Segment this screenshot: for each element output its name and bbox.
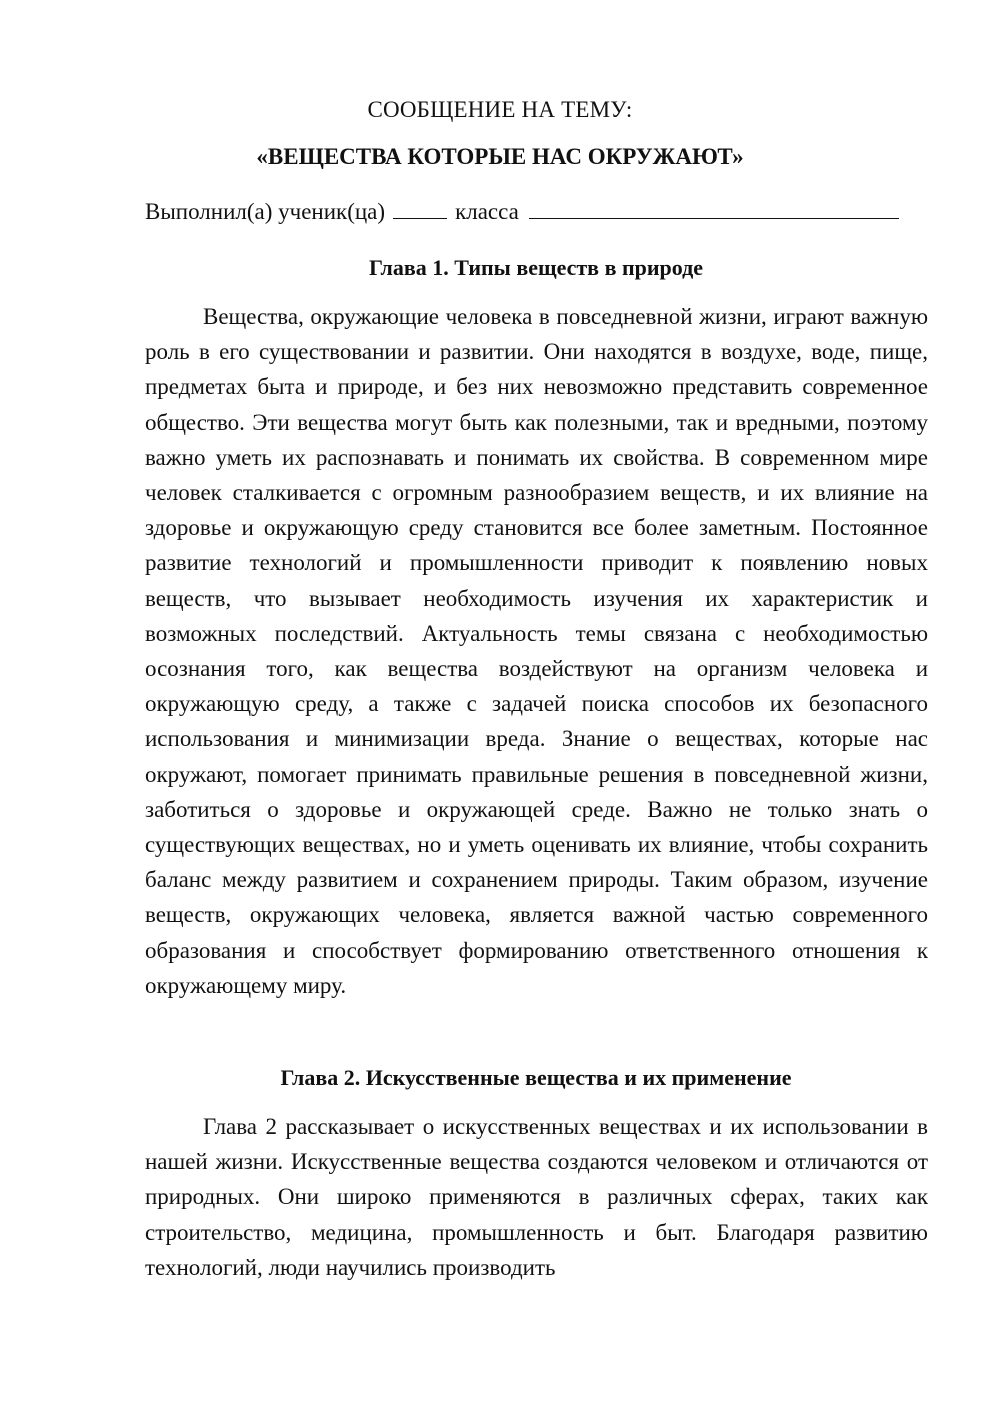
student-name-blank [529, 198, 899, 219]
student-info-line [145, 197, 925, 227]
chapter-2-paragraph: Глава 2 рассказывает о искусственных веществах и их использовании в нашей жизни. Искусственные вещества создаются человеком и отличаются от природных. Они широко применяются в различных сферах, таких как строительство, медицина, промышленность и быт. Благодаря развитию технологий, люди научились производить [145, 1114, 928, 1280]
class-label: класса [455, 199, 519, 224]
chapter-2-heading: Глава 2. Искусственные вещества и их применение [280, 1065, 792, 1090]
document-title-topic: «ВЕЩЕСТВА КОТОРЫЕ НАС ОКРУЖАЮТ» [256, 144, 744, 169]
document-title-line1: СООБЩЕНИЕ НА ТЕМУ: [367, 97, 633, 122]
student-class-blank [393, 198, 447, 219]
student-label: Выполнил(а) ученик(ца) [145, 199, 386, 224]
chapter-1-heading: Глава 1. Типы веществ в природе [368, 255, 704, 280]
chapter-1-paragraph: Вещества, окружающие человека в повседневной жизни, играют важную роль в его существовании и развитии. Они находятся в воздухе, воде, пище, предметах быта и природе, и без них невозможно представить современное общество. Эти вещества могут быть как полезными, так и вредными, поэтому важно уметь их распознавать и понимать их свойства. В современном мире человек сталкивается с огромным разнообразием веществ, и их влияние на здоровье и окружающую среду становится все более заметным. Постоянное развитие технологий и промышленности приводит к появлению новых веществ, что вызывает необходимость изучения их характеристик и возможных последствий. Актуальность темы связана с необходимостью осознания того, как вещества воздействуют на организм человека и окружающую среду, а также с задачей поиска способов их безопасного использования и минимизации вреда. Знание о веществах, которые нас окружают, помогает принимать правильные решения в повседневной жизни, заботиться о здоровье и окружающей среде. Важно не только знать о существующих веществах, но и уметь оценивать их влияние, чтобы сохранить баланс между развитием и сохранением природы. Таким образом, изучение веществ, окружающих человека, является важной частью современного образования и способствует формированию ответственного отношения к окружающему миру. [145, 304, 928, 998]
